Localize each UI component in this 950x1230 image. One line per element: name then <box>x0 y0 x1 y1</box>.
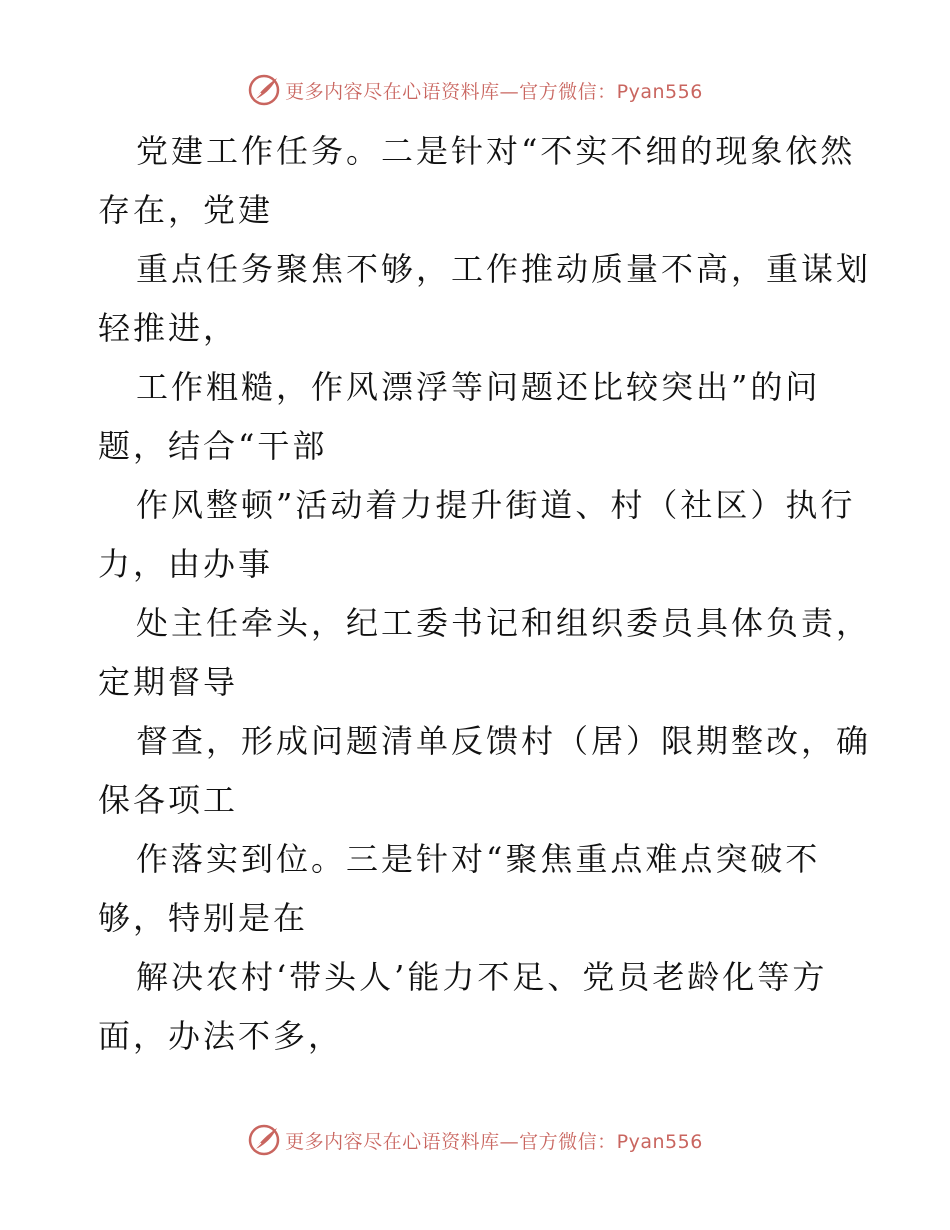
footer-watermark <box>0 1120 950 1160</box>
header-watermark <box>0 70 950 110</box>
text-line: 题，结合“干部 <box>98 427 328 465</box>
document-body <box>98 122 872 1066</box>
watermark-text: 更多内容尽在心语资料库—官方微信：Pyan556 <box>285 80 703 103</box>
text-line: 作落实到位。三是针对“聚焦重点难点突破不 <box>136 840 821 878</box>
text-line: 面，办法不多， <box>98 1017 344 1055</box>
text-line: 督查，形成问题清单反馈村（居）限期整改，确 <box>136 722 872 760</box>
watermark-text: 更多内容尽在心语资料库—官方微信：Pyan556 <box>285 1130 703 1153</box>
text-line: 定期督导 <box>98 663 239 701</box>
text-line: 保各项工 <box>98 781 239 819</box>
text-line: 处主任牵头，纪工委书记和组织委员具体负责， <box>136 604 872 642</box>
text-line: 党建工作任务。二是针对“不实不细的现象依然 <box>136 132 856 170</box>
text-line: 力，由办事 <box>98 545 274 583</box>
feather-pen-circle-icon <box>247 1123 281 1157</box>
text-line: 工作粗糙，作风漂浮等问题还比较突出”的问 <box>136 368 821 406</box>
text-line: 作风整顿”活动着力提升街道、村（社区）执行 <box>136 486 856 524</box>
text-line: 解决农村‘带头人’能力不足、党员老龄化等方 <box>136 958 828 996</box>
text-line: 够，特别是在 <box>98 899 309 937</box>
text-line: 重点任务聚焦不够，工作推动质量不高，重谋划 <box>136 250 872 288</box>
text-line: 轻推进， <box>98 309 239 347</box>
text-line: 存在，党建 <box>98 191 274 229</box>
feather-pen-circle-icon <box>247 73 281 107</box>
